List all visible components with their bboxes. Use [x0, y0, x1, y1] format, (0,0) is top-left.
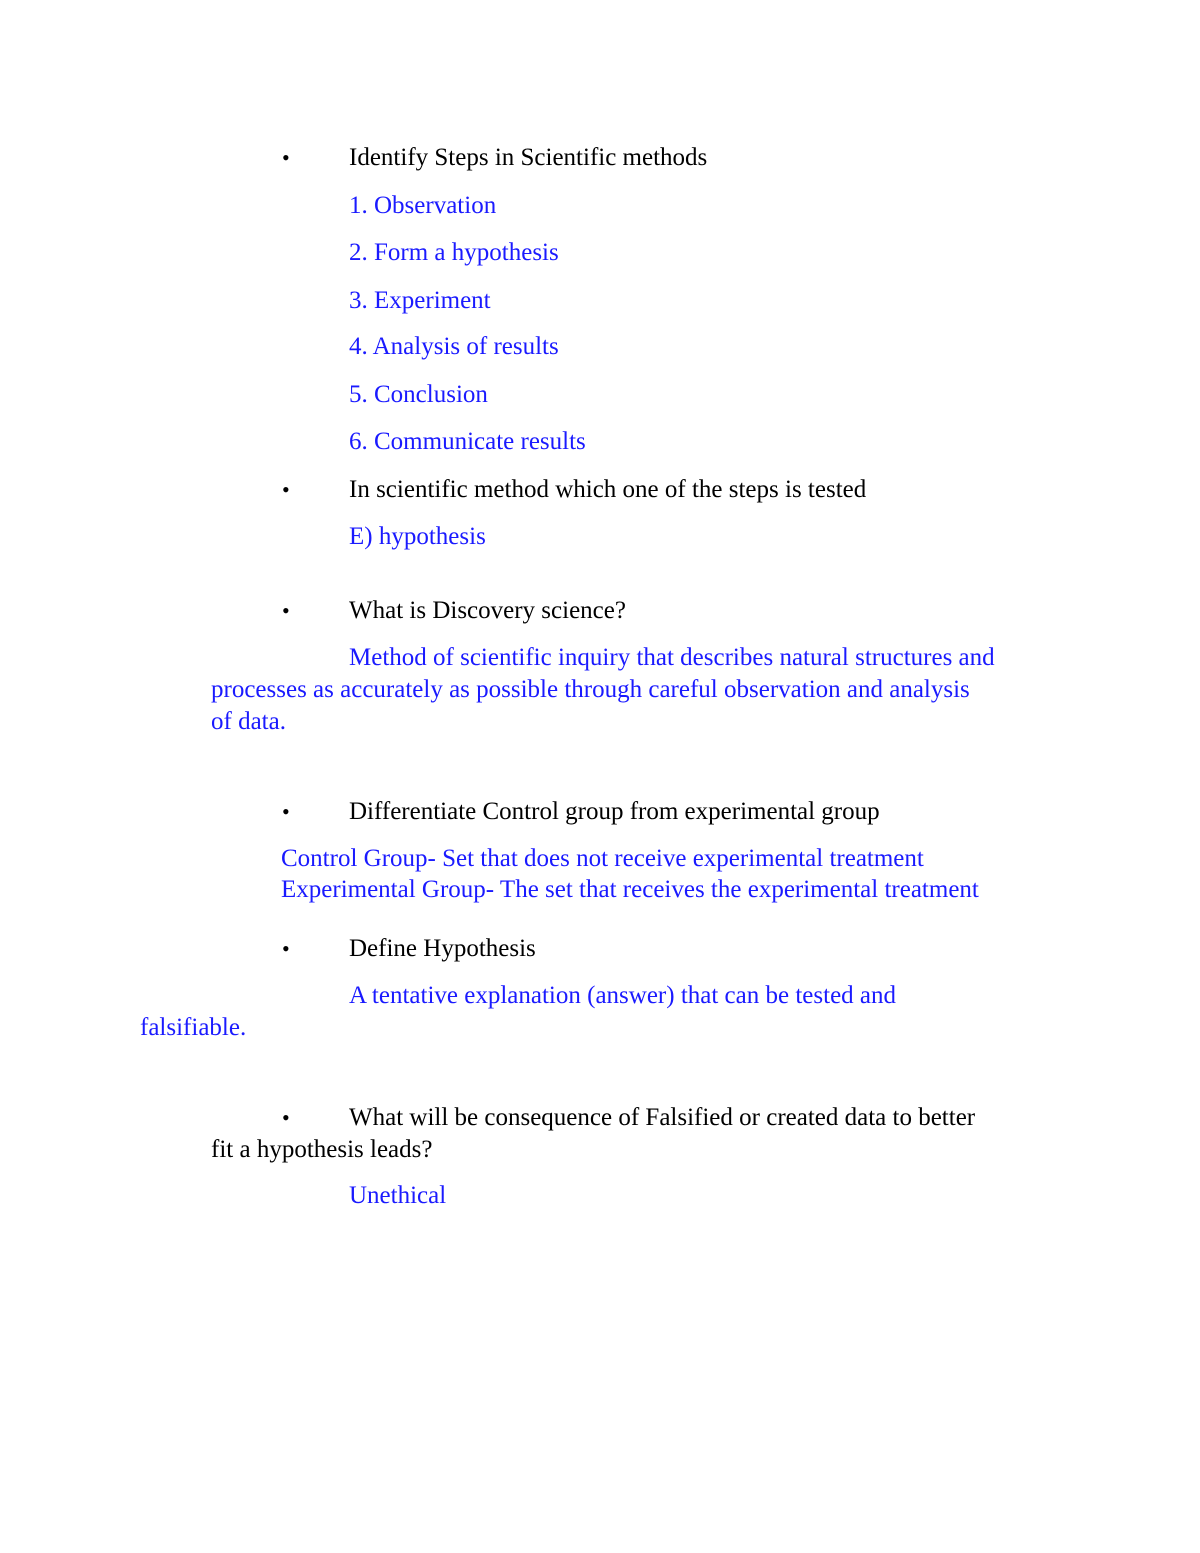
question-6-line-2: fit a hypothesis leads? [211, 1136, 433, 1163]
question-5: Define Hypothesis [349, 935, 536, 962]
bullet-marker: • [282, 936, 290, 961]
step-5: 5. Conclusion [349, 381, 488, 408]
bullet-marker: • [282, 145, 290, 170]
answer-5-line-1: A tentative explanation (answer) that can be tested and [349, 982, 897, 1009]
answer-3-line-2: processes as accurately as possible through careful observation and analysis [211, 676, 970, 703]
answer-6: Unethical [349, 1182, 447, 1209]
answer-4-line-1: Control Group- Set that does not receive experimental treatment [281, 845, 924, 872]
answer-2: E) hypothesis [349, 523, 486, 550]
answer-3-line-1: Method of scientific inquiry that describes natural structures and [349, 644, 995, 671]
question-3: What is Discovery science? [349, 597, 626, 624]
bullet-marker: • [282, 477, 290, 502]
step-4: 4. Analysis of results [349, 333, 559, 360]
step-3: 3. Experiment [349, 287, 491, 314]
question-2: In scientific method which one of the steps is tested [349, 476, 867, 503]
question-1: Identify Steps in Scientific methods [349, 144, 708, 171]
answer-3-line-3: of data. [211, 708, 286, 735]
question-6-line-1: What will be consequence of Falsified or created data to better [349, 1104, 976, 1131]
answer-4-line-2: Experimental Group- The set that receives the experimental treatment [281, 876, 979, 903]
step-1: 1. Observation [349, 192, 497, 219]
step-2: 2. Form a hypothesis [349, 239, 559, 266]
step-6: 6. Communicate results [349, 428, 586, 455]
question-4: Differentiate Control group from experimental group [349, 798, 880, 825]
bullet-marker: • [282, 1105, 290, 1130]
answer-5-line-2: falsifiable. [140, 1014, 247, 1041]
bullet-marker: • [282, 598, 290, 623]
bullet-marker: • [282, 799, 290, 824]
